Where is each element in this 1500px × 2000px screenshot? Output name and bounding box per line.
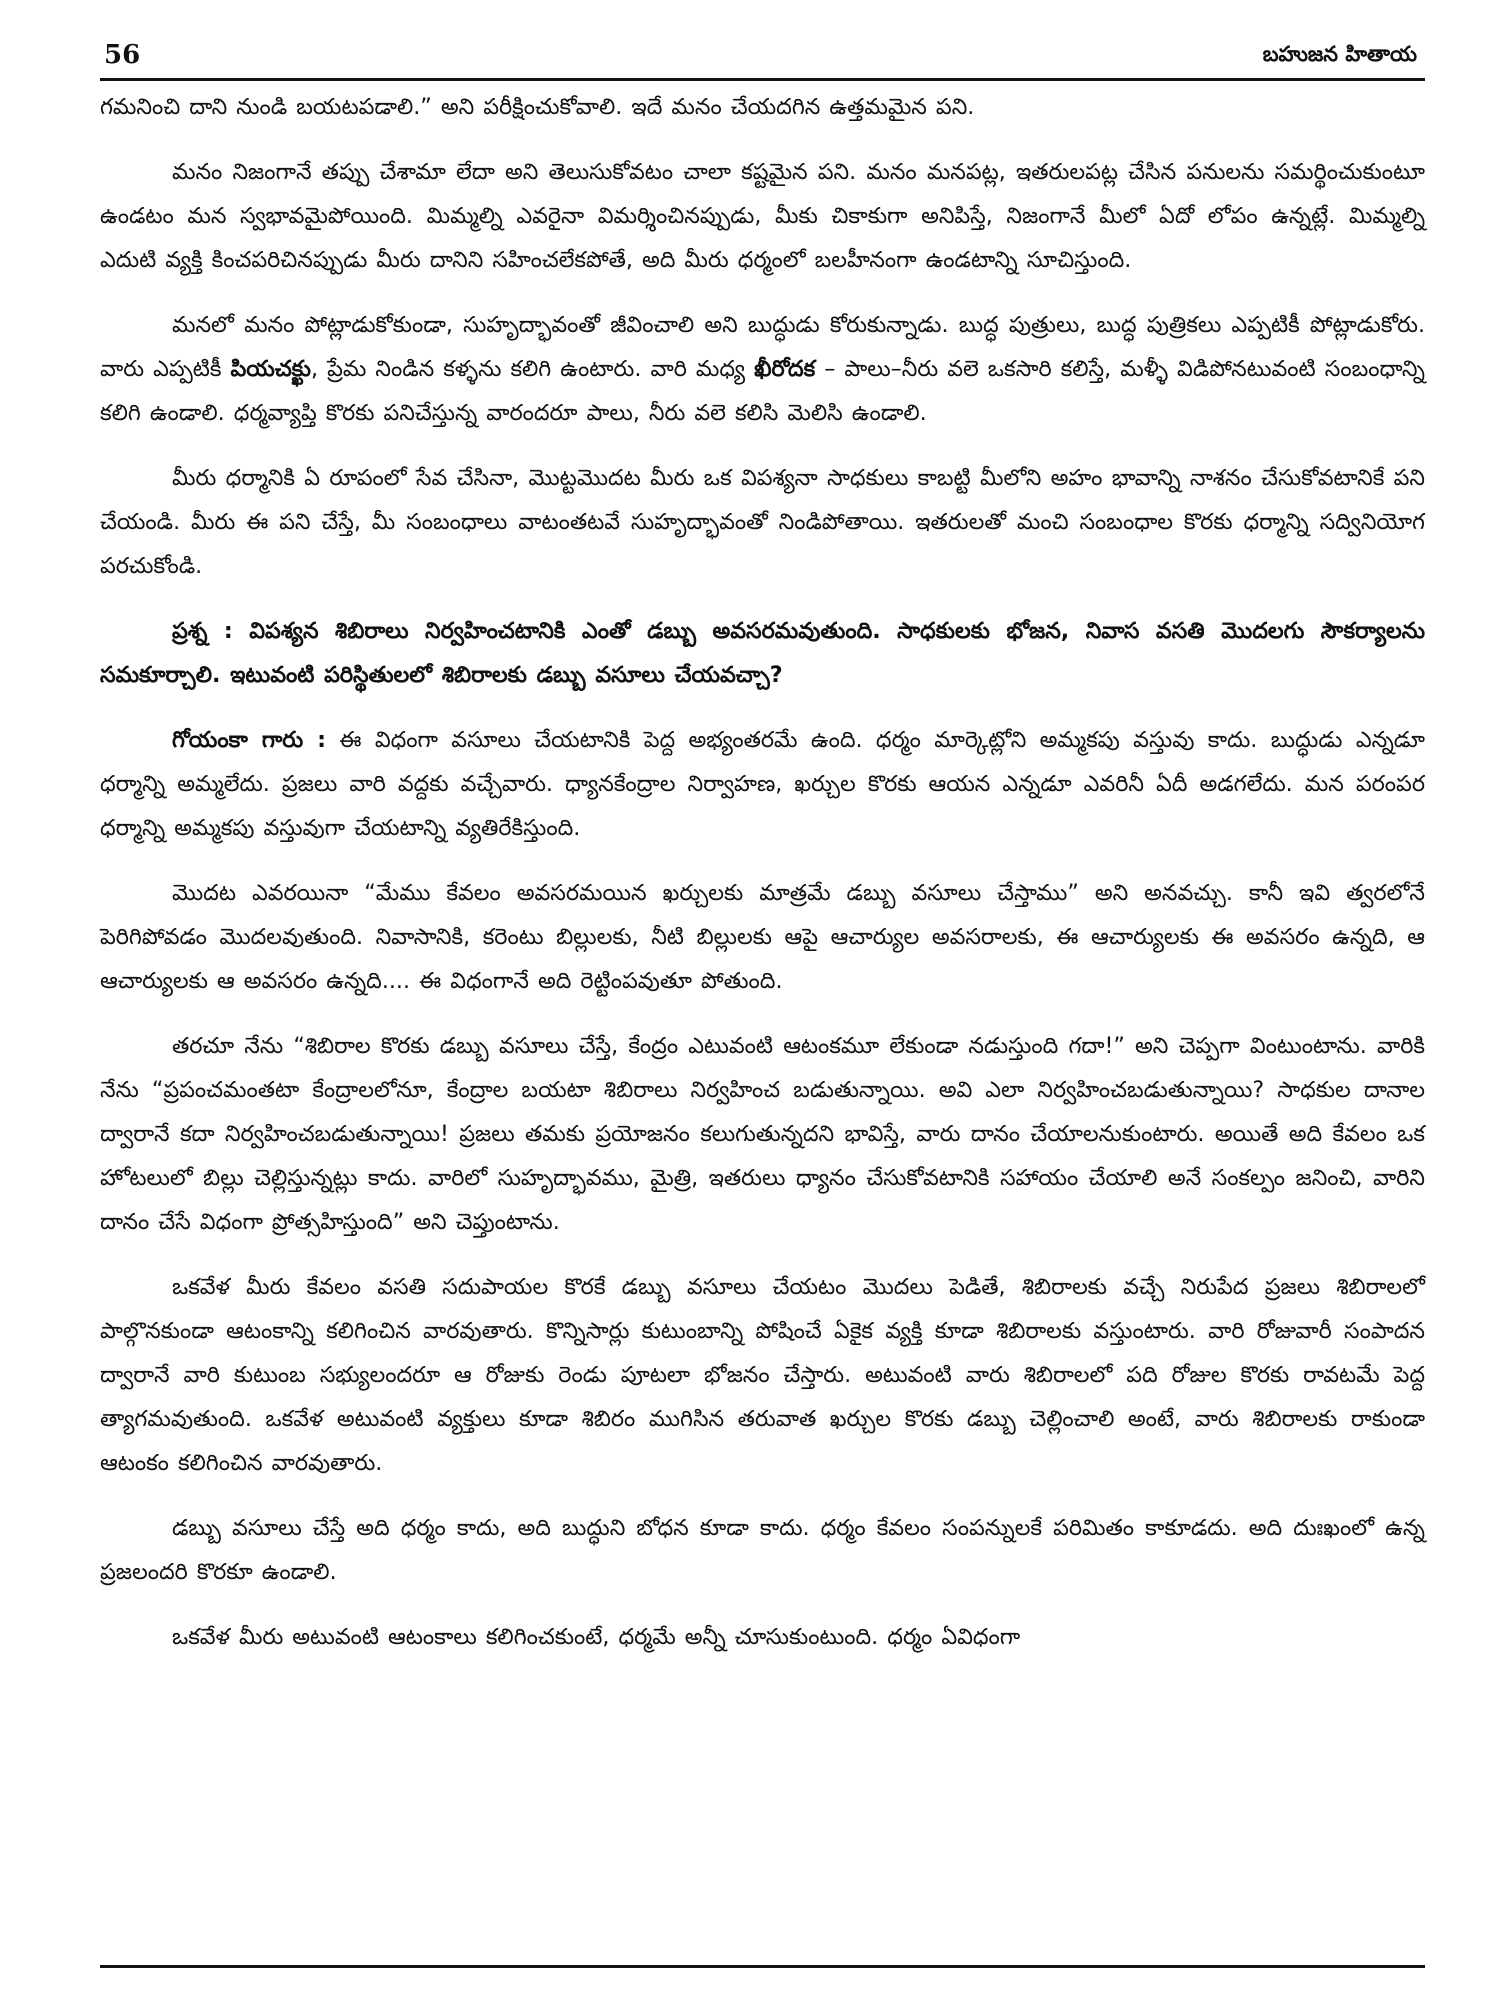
paragraph-self-examination: మనం నిజంగానే తప్పు చేశామా లేదా అని తెలుసుకోవటం చాలా కష్టమైన పని. మనం మనపట్ల, ఇతరులపట్ల చేసిన పనులను సమర్థించుకుంటూ ఉండటం మన స్వభావమైపోయింది. మిమ్మల్ని ఎవరైనా విమర్శించినప్పుడు, మీకు చికాకుగా అనిపిస్తే, నిజంగానే మీలో ఏదో లోపం ఉన్నట్లే. మిమ్మల్ని ఎదుటి వ్యక్తి కించపరిచినప్పుడు మీరు దానిని సహించలేకపోతే, అది మీరు ధర్మంలో బలహీనంగా ఉండటాన్ని సూచిస్తుంది. [100, 159, 1425, 273]
paragraph-expenses: మొదట ఎవరయినా “మేము కేవలం అవసరమయిన ఖర్చులకు మాత్రమే డబ్బు వసూలు చేస్తాము” అని అనవచ్చు. కానీ ఇవి త్వరలోనే పెరిగిపోవడం మొదలవుతుంది. నివాసానికి, కరెంటు బిల్లులకు, నీటి బిల్లులకు ఆపై ఆచార్యుల అవసరాలకు, ఈ ఆచార్యులకు ఈ అవసరం ఉన్నది, ఆ ఆచార్యులకు ఆ అవసరం ఉన్నది.... ఈ విధంగానే అది రెట్టింపవుతూ పోతుంది. [100, 880, 1425, 994]
answer-text: ఈ విధంగా వసూలు చేయటానికి పెద్ద అభ్యంతరమే ఉంది. ధర్మం మార్కెట్లోని అమ్మకపు వస్తువు కాదు. బుద్ధుడు ఎన్నడూ ధర్మాన్ని అమ్మలేదు. ప్రజలు వారి వద్దకు వచ్చేవారు. ధ్యానకేంద్రాల నిర్వాహణ, ఖర్చుల కొరకు ఆయన ఎన్నడూ ఎవరినీ ఏదీ అడగలేదు. మన పరంపర ధర్మాన్ని అమ్మకపు వస్తువుగా చేయటాన్ని వ్యతిరేకిస్తుంది. [100, 727, 1425, 841]
page-body [100, 81, 1425, 1659]
paragraph-dhamma-not-sale: డబ్బు వసూలు చేస్తే అది ధర్మం కాదు, అది బుద్ధుని బోధన కూడా కాదు. ధర్మం కేవలం సంపన్నులకే పరిమితం కాకూడదు. అది దుఃఖంలో ఉన్న ప్రజలందరి కొరకూ ఉండాలి. [100, 1515, 1425, 1585]
paragraph-harmony-text-1: మనలో మనం పోట్లాడుకోకుండా, సుహృద్భావంతో జీవించాలి అని బుద్ధుడు కోరుకున్నాడు. బుద్ధ పుత్రులు, బుద్ధ పుత్రికలు ఎప్పటికీ పోట్లాడుకోరు. వారు ఎప్పటికీ [100, 312, 1425, 382]
question-paragraph: ప్రశ్న : విపశ్యన శిబిరాలు నిర్వహించటానికి ఎంతో డబ్బు అవసరమవుతుంది. సాధకులకు భోజన, నివాస వసతి మొదలగు సౌకర్యాలను సమకూర్చాలి. ఇటువంటి పరిస్థితులలో శిబిరాలకు డబ్బు వసూలు చేయవచ్చా? [100, 618, 1425, 688]
term-piyacakkhu: పియచక్ఖు [230, 356, 311, 382]
paragraph-poor-students: ఒకవేళ మీరు కేవలం వసతి సదుపాయల కొరకే డబ్బు వసూలు చేయటం మొదలు పెడితే, శిబిరాలకు వచ్చే నిరుపేద ప్రజలు శిబిరాలలో పాల్గొనకుండా ఆటంకాన్ని కలిగించిన వారవుతారు. కొన్నిసార్లు కుటుంబాన్ని పోషించే ఏకైక వ్యక్తి కూడా శిబిరాలకు వస్తుంటారు. వారి రోజువారీ సంపాదన ద్వారానే వారి కుటుంబ సభ్యులందరూ ఆ రోజుకు రెండు పూటలా భోజనం చేస్తారు. అటువంటి వారు శిబిరాలలో పది రోజుల కొరకు రావటమే పెద్ద త్యాగమవుతుంది. ఒకవేళ అటువంటి వ్యక్తులు కూడా శిబిరం ముగిసిన తరువాత ఖర్చుల కొరకు డబ్బు చెల్లించాలి అంటే, వారు శిబిరాలకు రాకుండా ఆటంకం కలిగించిన వారవుతారు. [100, 1274, 1425, 1476]
paragraph-continued: గమనించి దాని నుండి బయటపడాలి.” అని పరీక్షించుకోవాలి. ఇదే మనం చేయదగిన ఉత్తమమైన పని. [100, 94, 975, 120]
footer-rule [100, 1965, 1425, 1968]
answer-speaker: గోయంకా గారు : [172, 727, 327, 753]
book-page [100, 38, 1425, 1978]
page-number: 56 [104, 40, 141, 70]
term-khirodaka: ఖీరోదక [754, 356, 816, 382]
paragraph-dhamma-takes-care: ఒకవేళ మీరు అటువంటి ఆటంకాలు కలిగించకుంటే, ధర్మమే అన్నీ చూసుకుంటుంది. ధర్మం ఏవిధంగా [172, 1624, 1021, 1650]
page-header [100, 38, 1425, 81]
paragraph-harmony-text-2: , ప్రేమ నిండిన కళ్ళను కలిగి ఉంటారు. వారి మధ్య [310, 356, 755, 382]
paragraph-ego: మీరు ధర్మానికి ఏ రూపంలో సేవ చేసినా, మొట్టమొదట మీరు ఒక విపశ్యనా సాధకులు కాబట్టి మీలోని అహం భావాన్ని నాశనం చేసుకోవటానికే పని చేయండి. మీరు ఈ పని చేస్తే, మీ సంబంధాలు వాటంతటవే సుహృద్భావంతో నిండిపోతాయి. ఇతరులతో మంచి సంబంధాల కొరకు ధర్మాన్ని సద్వినియోగ పరచుకోండి. [100, 465, 1425, 579]
paragraph-harmony [100, 303, 1425, 435]
paragraph-harmony-text-3: – పాలు–నీరు వలె ఒకసారి కలిస్తే, మళ్ళీ విడిపోనటువంటి సంబంధాన్ని కలిగి ఉండాలి. ధర్మవ్యాప్తి కొరకు పనిచేస్తున్న వారందరూ పాలు, నీరు వలె కలిసి మెలిసి ఉండాలి. [100, 356, 1425, 426]
running-title: బహుజన హితాయ [1262, 42, 1417, 66]
paragraph-donations: తరచూ నేను “శిబిరాల కొరకు డబ్బు వసూలు చేస్తే, కేంద్రం ఎటువంటి ఆటంకమూ లేకుండా నడుస్తుంది గదా!” అని చెప్పగా వింటుంటాను. వారికి నేను “ప్రపంచమంతటా కేంద్రాలలోనూ, కేంద్రాల బయటా శిబిరాలు నిర్వహించ బడుతున్నాయి. అవి ఎలా నిర్వహించబడుతున్నాయి? సాధకుల దానాల ద్వారానే కదా నిర్వహించబడుతున్నాయి! ప్రజలు తమకు ప్రయోజనం కలుగుతున్నదని భావిస్తే, వారు దానం చేయాలనుకుంటారు. అయితే అది కేవలం ఒక హోటలులో బిల్లు చెల్లిస్తున్నట్లు కాదు. వారిలో సుహృద్భావము, మైత్రి, ఇతరులు ధ్యానం చేసుకోవటానికి సహాయం చేయాలి అనే సంకల్పం జనించి, వారిని దానం చేసే విధంగా ప్రోత్సహిస్తుంది” అని చెప్తుంటాను. [100, 1033, 1425, 1235]
answer-paragraph [100, 718, 1425, 850]
